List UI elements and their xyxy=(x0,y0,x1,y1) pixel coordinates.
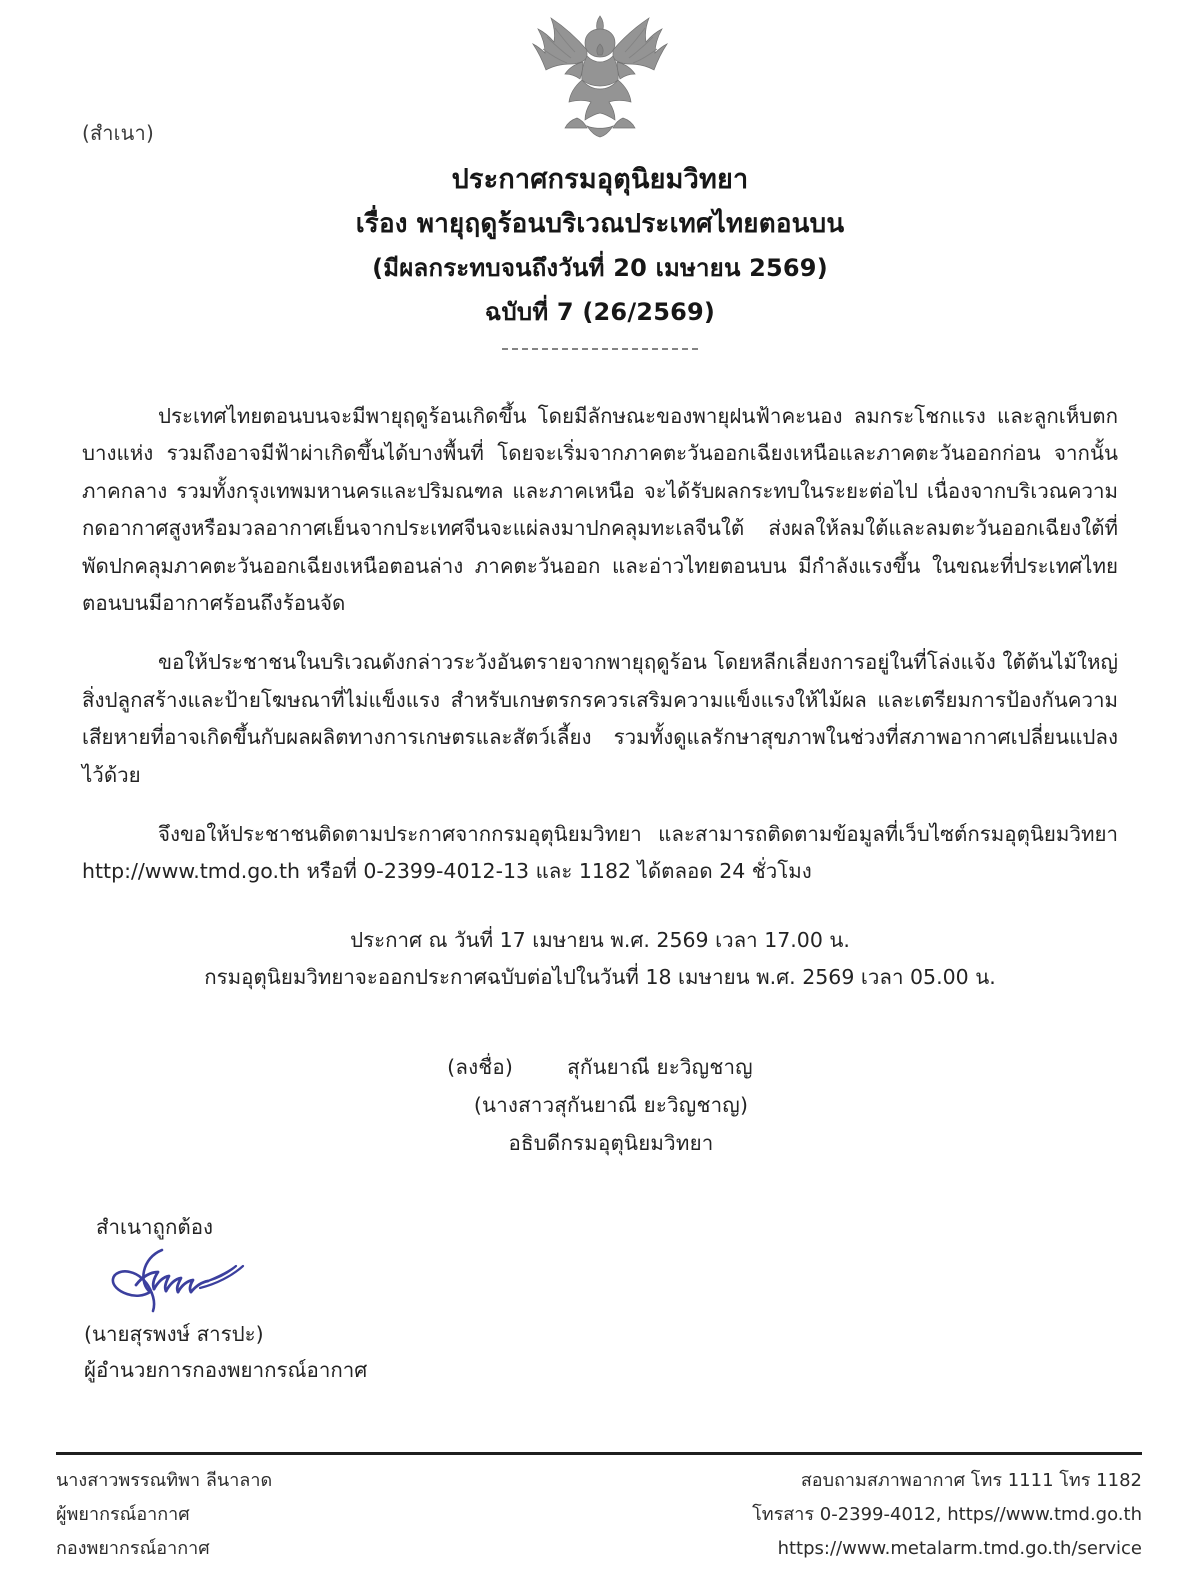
weather-hotline: สอบถามสภาพอากาศ โทร 1111 โทร 1182 xyxy=(800,1470,1142,1491)
paragraph-forecast: ประเทศไทยตอนบนจะมีพายุฤดูร้อนเกิดขึ้น โดยมีลักษณะของพายุฝนฟ้าคะนอง ลมกระโชกแรง และลูกเห็บตกบางแห่ง รวมถึงอาจมีฟ้าผ่าเกิดขึ้นได้บางพื้นที่ โดยจะเริ่มจากภาคตะวันออกเฉียงเหนือและภาคตะวันออกก่อน จากนั้นภาคกลาง รวมทั้งกรุงเทพมหานครและปริมณฑล และภาคเหนือ จะได้รับผลกระทบในระยะต่อไป เนื่องจากบริเวณความกดอากาศสูงหรือมวลอากาศเย็นจากประเทศจีนจะแผ่ลงมาปกคลุมทะเลจีนใต้ ส่งผลให้ลมใต้และลมตะวันออกเฉียงใต้ที่พัดปกคลุมภาคตะวันออกเฉียงเหนือตอนล่าง ภาคตะวันออก และอ่าวไทยตอนบน มีกำลังแรงขึ้น ในขณะที่ประเทศไทยตอนบนมีอากาศร้อนถึงร้อนจัด xyxy=(82,404,1118,616)
certified-copy-label: สำเนาถูกต้อง xyxy=(96,1215,214,1239)
footer-right-column xyxy=(752,1464,1142,1566)
subject-line: เรื่อง พายุฤดูร้อนบริเวณประเทศไทยตอนบน xyxy=(355,209,845,239)
document-header xyxy=(0,158,1200,350)
certified-copy-block xyxy=(84,1212,368,1388)
document-body xyxy=(82,398,1118,891)
paragraph-contact: จึงขอให้ประชาชนติดตามประกาศจากกรมอุตุนิยมวิทยา และสามารถติดตามข้อมูลที่เว็บไซต์กรมอุตุนิยมวิทยา http://www.tmd.go.th หรือที่ 0-2399-4012-13 และ 1182 ได้ตลอด 24 ชั่วโมง xyxy=(82,822,1118,884)
forecaster-name: นางสาวพรรณทิพา ลีนาลาด xyxy=(56,1470,273,1491)
paragraph-warning: ขอให้ประชาชนในบริเวณดังกล่าวระวังอันตรายจากพายุฤดูร้อน โดยหลีกเลี่ยงการอยู่ในที่โล่งแจ้ง ใต้ต้นไม้ใหญ่ สิ่งปลูกสร้างและป้ายโฆษณาที่ไม่แข็งแรง สำหรับเกษตรกรควรเสริมความแข็งแรงให้ไม้ผล และเตรียมการป้องกันความเสียหายที่อาจเกิดขึ้นกับผลผลิตทางการเกษตรและสัตว์เลี้ยง รวมทั้งดูแลรักษาสุขภาพในช่วงที่สภาพอากาศเปลี่ยนแปลงไว้ด้วย xyxy=(82,650,1118,787)
issue-number: ฉบับที่ 7 (26/2569) xyxy=(484,298,716,326)
dateline-block xyxy=(0,922,1200,996)
certifier-position: ผู้อำนวยการกองพยากรณ์อากาศ xyxy=(84,1358,368,1382)
ink-signature-container xyxy=(100,1242,367,1316)
issued-date: ประกาศ ณ วันที่ 17 เมษายน พ.ศ. 2569 เวลา 17.00 น. xyxy=(350,928,850,952)
next-issue-date: กรมอุตุนิยมวิทยาจะออกประกาศฉบับต่อไปในวันที่ 18 เมษายน พ.ศ. 2569 เวลา 05.00 น. xyxy=(204,965,996,989)
handwritten-signature xyxy=(100,1244,280,1314)
page-title: ประกาศกรมอุตุนิยมวิทยา xyxy=(451,164,749,195)
signer-position: อธิบดีกรมอุตุนิยมวิทยา xyxy=(508,1131,714,1155)
footer-divider xyxy=(56,1452,1142,1455)
copy-mark: (สำเนา) xyxy=(82,121,154,145)
signer-name: สุกันยาณี ยะวิญชาญ xyxy=(567,1055,753,1079)
document-footer xyxy=(56,1464,1142,1566)
signed-label: (ลงชื่อ) xyxy=(447,1055,514,1079)
certifier-name: (นายสุรพงษ์ สารปะ) xyxy=(84,1322,264,1346)
signature-block xyxy=(0,1048,1200,1162)
emblem-container xyxy=(0,6,1200,138)
signature-line xyxy=(0,1048,1200,1086)
signer-name-parenthetical: (นางสาวสุกันยาณี ยะวิญชาญ) xyxy=(473,1093,749,1117)
garuda-emblem xyxy=(525,6,675,138)
service-website: https://www.metalarm.tmd.go.th/service xyxy=(777,1538,1142,1559)
effective-period: (มีผลกระทบจนถึงวันที่ 20 เมษายน 2569) xyxy=(372,254,828,282)
forecaster-title: ผู้พยากรณ์อากาศ xyxy=(56,1504,190,1525)
header-divider xyxy=(502,348,698,350)
fax-and-website: โทรสาร 0-2399-4012, https//www.tmd.go.th xyxy=(752,1504,1142,1525)
footer-left-column xyxy=(56,1464,272,1566)
forecaster-division: กองพยากรณ์อากาศ xyxy=(56,1538,210,1559)
